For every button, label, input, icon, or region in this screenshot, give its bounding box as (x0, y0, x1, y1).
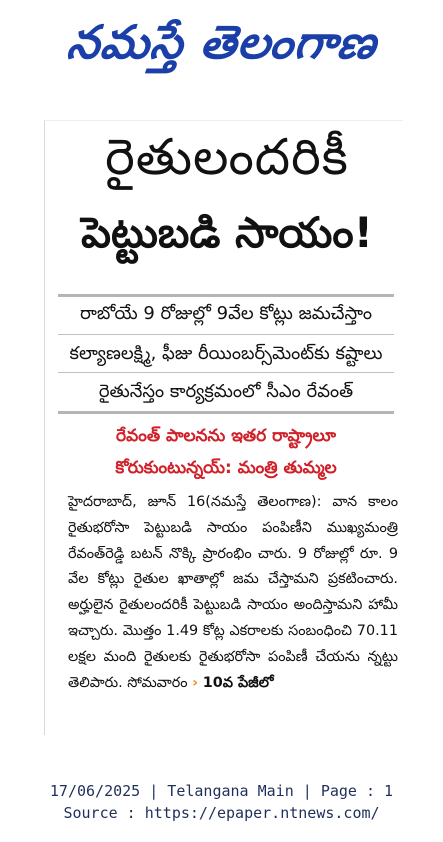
article-body-text: హైదరాబాద్, జూన్ 16(నమస్తే తెలంగాణ): వాన కాలం రైతుభరోసా పెట్టుబడి సాయం పంపిణీని ముఖ్యమంత్రి రేవంత్‌రెడ్డి బటన్ నొక్కి ప్రారంభిం చారు. 9 రోజుల్లో రూ. 9 వేల కోట్లు రైతుల ఖాతాల్లో జమ చేస్తామని ప్రకటించారు. అర్హులైన రైతులందరికీ పెట్టుబడి సాయం అందిస్తామని హామీ ఇచ్చారు. మొత్తం 1.49 కోట్ల ఎకరాలకు సంబంధించి 70.11 లక్షల మంది రైతులకు రైతుభరోసా పంపిణీ చేయను న్నట్టు తెలిపారు. సోమవారం (68, 494, 398, 691)
footer-date-edition: 17/06/2025 | Telangana Main | Page : 1 (49, 782, 394, 800)
continued-chevron-icon: › (192, 674, 199, 691)
headline-line-2: పెట్టుబడి సాయం! (81, 208, 373, 257)
newspaper-logo: నమస్తే తెలంగాణ (64, 15, 380, 69)
red-highlight-line-1: రేవంత్ పాలనను ఇతర రాష్ట్రాలూ (116, 426, 336, 446)
headline-line-1: రైతులందరికీ (105, 128, 349, 186)
subheading-3: రైతునేస్తం కార్యక్రమంలో సీఎం రేవంత్ (58, 372, 394, 414)
footer-source-link[interactable]: Source : https://epaper.ntnews.com/ (63, 804, 380, 822)
red-highlight (70, 420, 382, 484)
red-highlight-line-2: కోరుకుంటున్నయ్: మంత్రి తుమ్మల (115, 458, 337, 478)
masthead (0, 0, 443, 96)
continued-on-page: 10వ పేజీలో (202, 674, 274, 691)
article-body (68, 490, 398, 696)
subheading-1: రాబోయే 9 రోజుల్లో 9వేల కోట్లు జమచేస్తాం (58, 294, 394, 327)
subheading-2: కల్యాణలక్ష్మి, ఫీజు రీయింబర్స్‌మెంట్‌కు కష్టాలు (58, 334, 394, 367)
